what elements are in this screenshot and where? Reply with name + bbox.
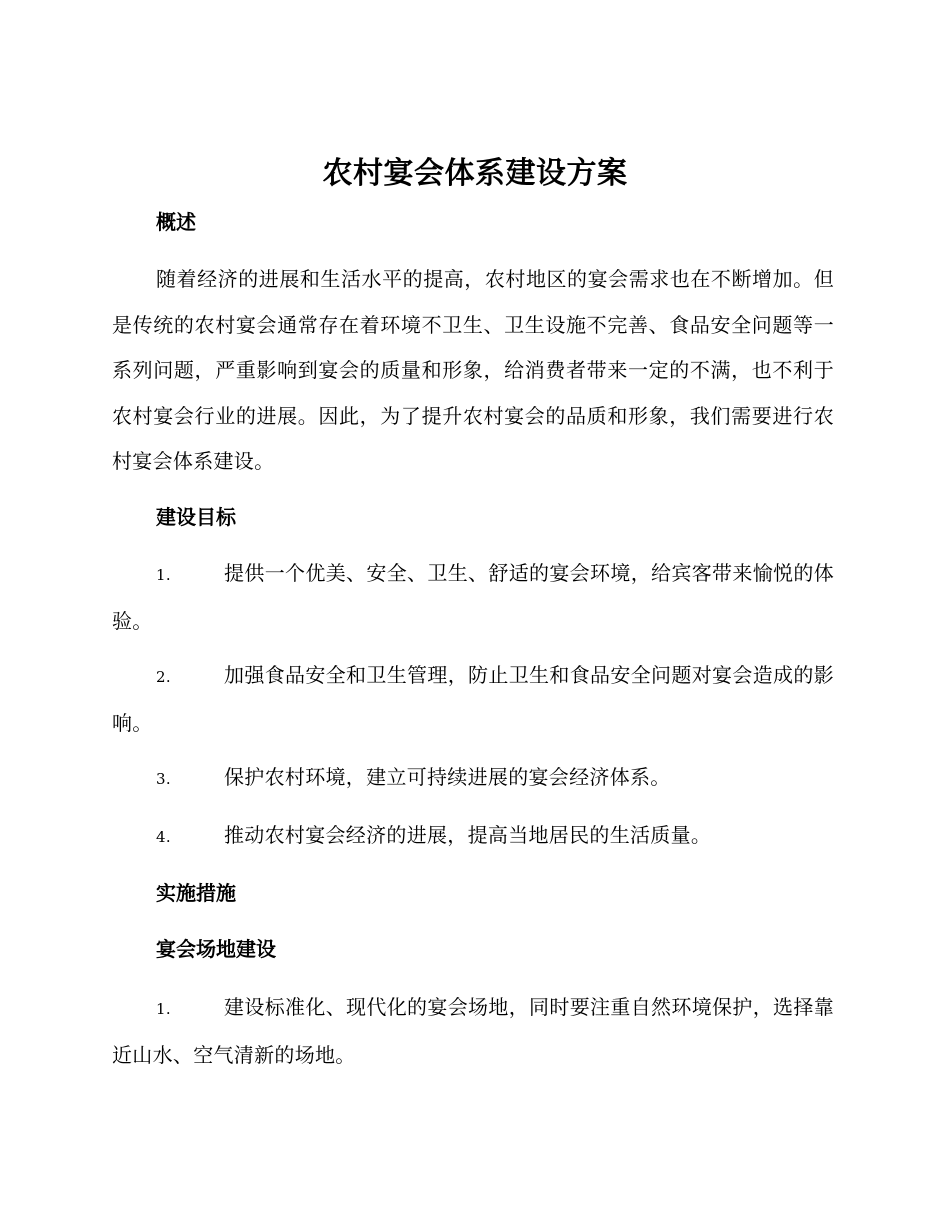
- goal-item-3: [112, 755, 834, 803]
- document-title: 农村宴会体系建设方案: [322, 156, 628, 191]
- list-item-number: 2.: [156, 668, 171, 686]
- list-item-text: 加强食品安全和卫生管理，防止卫生和食品安全问题对宴会造成的影响。: [112, 663, 834, 735]
- overview-paragraph: 随着经济的进展和生活水平的提高，农村地区的宴会需求也在不断增加。但是传统的农村宴会通常存在着环境不卫生、卫生设施不完善、食品安全问题等一系列问题，严重影响到宴会的质量和形象，给消费者带来一定的不满，也不利于农村宴会行业的进展。因此，为了提升农村宴会的品质和形象，我们需要进行农村宴会体系建设。: [112, 267, 834, 474]
- goal-item-2: [112, 653, 834, 746]
- venue-item-1: [112, 985, 834, 1078]
- list-item-number: 3.: [156, 770, 171, 788]
- list-item-number: 1.: [156, 566, 171, 584]
- section-heading-overview: 概述: [156, 210, 196, 234]
- subsection-heading-venue: 宴会场地建设: [156, 937, 276, 961]
- list-item-number: 4.: [156, 828, 171, 846]
- list-item-number: 1.: [156, 1000, 171, 1018]
- section-heading-goals: 建设目标: [156, 505, 236, 529]
- goal-item-4: [112, 813, 834, 861]
- section-heading-measures: 实施措施: [156, 881, 236, 905]
- list-item-text: 推动农村宴会经济的进展，提高当地居民的生活质量。: [224, 823, 712, 847]
- goal-item-1: [112, 551, 834, 644]
- list-item-text: 保护农村环境，建立可持续进展的宴会经济体系。: [224, 765, 671, 789]
- list-item-text: 提供一个优美、安全、卫生、舒适的宴会环境，给宾客带来愉悦的体验。: [112, 561, 834, 633]
- list-item-text: 建设标准化、现代化的宴会场地，同时要注重自然环境保护，选择靠近山水、空气清新的场地。: [112, 995, 834, 1067]
